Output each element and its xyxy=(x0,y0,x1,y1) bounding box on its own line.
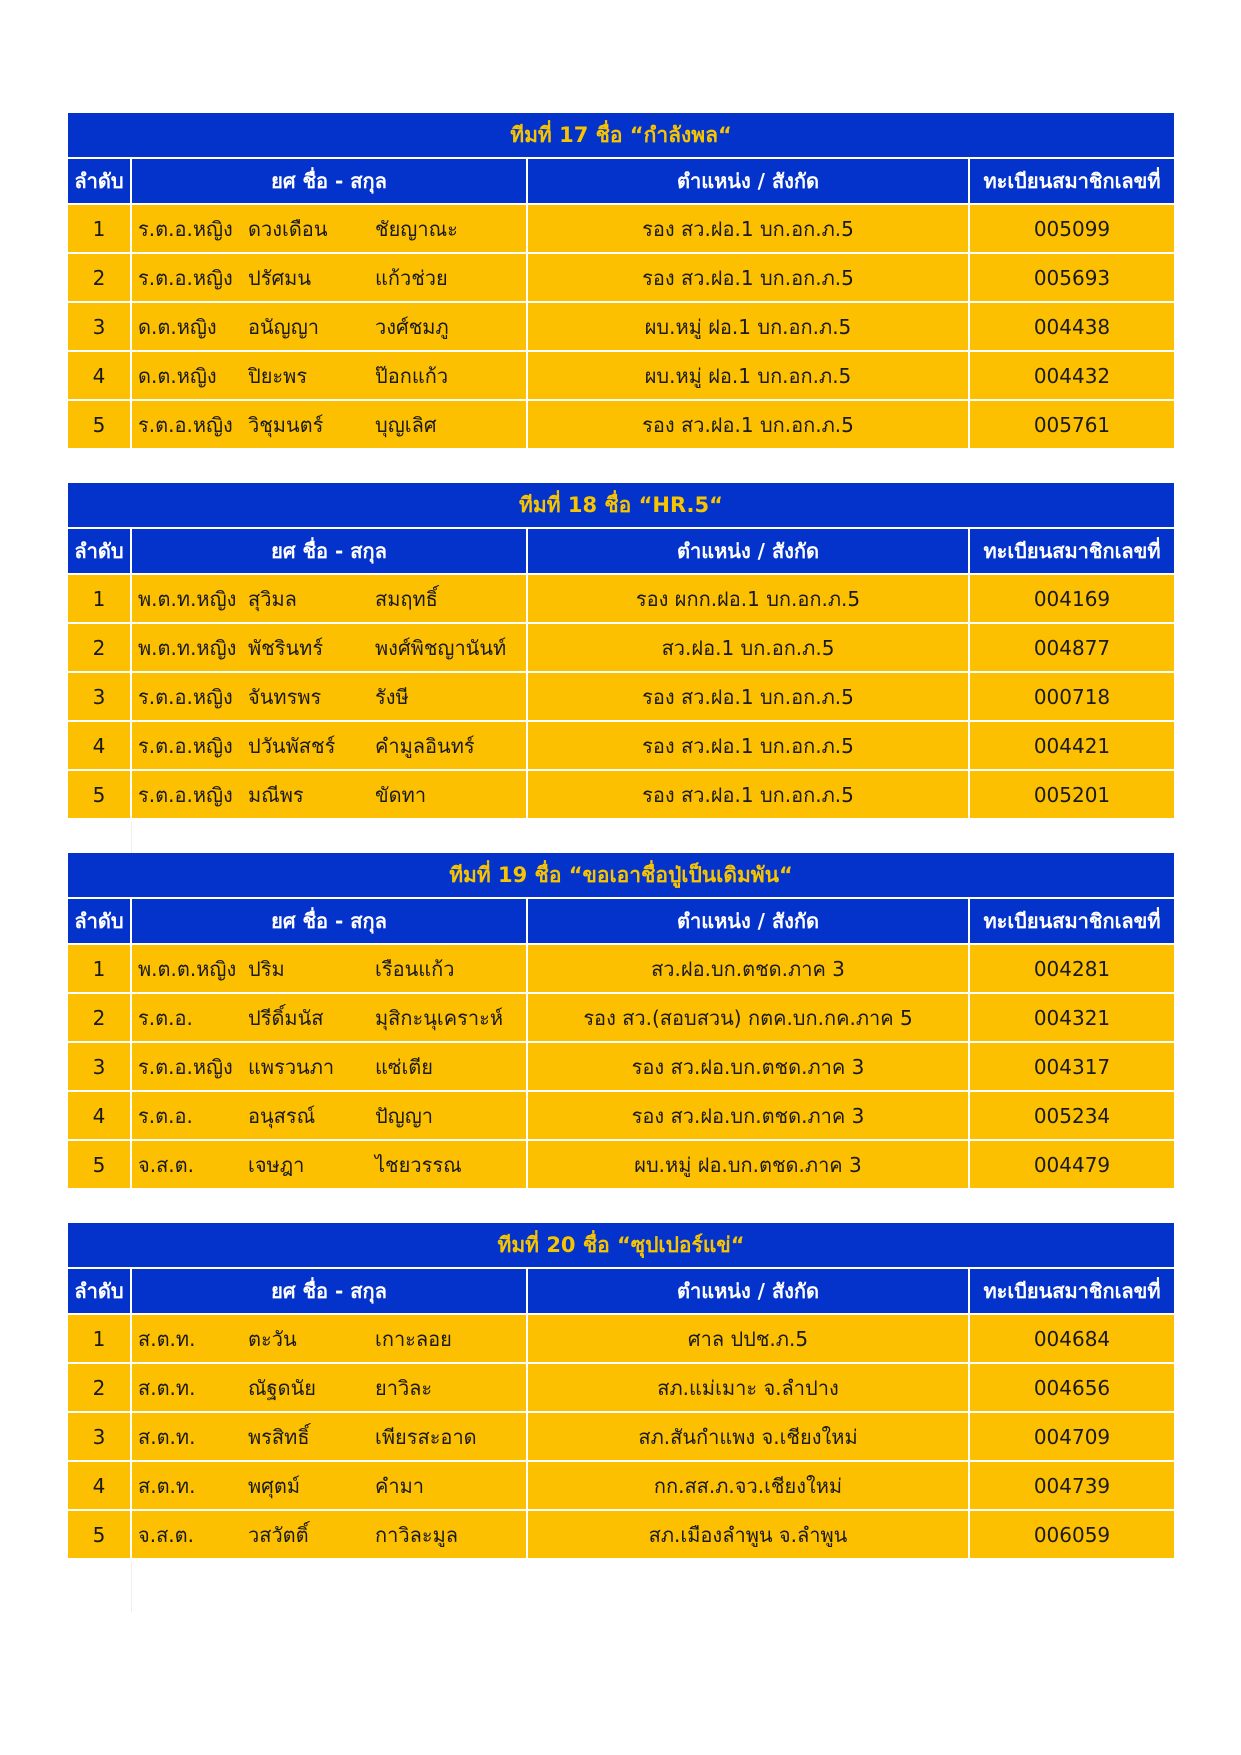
table-row xyxy=(68,624,1174,673)
row-number: 2 xyxy=(68,624,132,673)
divider xyxy=(131,822,132,854)
row-number: 1 xyxy=(68,945,132,994)
row-number: 3 xyxy=(68,303,132,352)
first-name: วสวัตติ์ xyxy=(248,1522,309,1547)
table-row xyxy=(68,205,1174,254)
name-cell xyxy=(132,401,528,450)
name-cell xyxy=(132,1462,528,1511)
team-table xyxy=(68,853,1174,1190)
member-number: 004684 xyxy=(970,1315,1174,1364)
position: รอง สว.ฝอ.บก.ตชด.ภาค 3 xyxy=(528,1043,970,1092)
rank: ส.ต.ท. xyxy=(138,1473,196,1498)
name-cell xyxy=(132,205,528,254)
position: รอง สว.ฝอ.1 บก.อก.ภ.5 xyxy=(528,771,970,820)
row-number: 3 xyxy=(68,1043,132,1092)
position: รอง สว.(สอบสวน) กตค.บก.กค.ภาค 5 xyxy=(528,994,970,1043)
position: สภ.สันกำแพง จ.เชียงใหม่ xyxy=(528,1413,970,1462)
last-name: ขัดทา xyxy=(375,782,427,807)
first-name: จันทรพร xyxy=(248,684,322,709)
header-member: ทะเบียนสมาชิกเลขที่ xyxy=(970,1269,1174,1315)
member-number: 005761 xyxy=(970,401,1174,450)
member-number: 004421 xyxy=(970,722,1174,771)
last-name: สมฤทธิ์ xyxy=(375,586,438,611)
name-cell xyxy=(132,722,528,771)
rank: พ.ต.ท.หญิง xyxy=(138,586,237,611)
header-position: ตำแหน่ง / สังกัด xyxy=(528,1269,970,1315)
row-number: 5 xyxy=(68,771,132,820)
rank: ร.ต.อ. xyxy=(138,1005,193,1030)
table-row xyxy=(68,1315,1174,1364)
member-number: 004739 xyxy=(970,1462,1174,1511)
header-member: ทะเบียนสมาชิกเลขที่ xyxy=(970,899,1174,945)
last-name: ยาวิละ xyxy=(375,1375,433,1400)
table-row xyxy=(68,303,1174,352)
name-cell xyxy=(132,303,528,352)
header-no: ลำดับ xyxy=(68,899,132,945)
member-number: 005693 xyxy=(970,254,1174,303)
rank: ด.ต.หญิง xyxy=(138,363,217,388)
member-number: 005201 xyxy=(970,771,1174,820)
table-row xyxy=(68,771,1174,820)
first-name: ตะวัน xyxy=(248,1326,297,1351)
position: สภ.เมืองลำพูน จ.ลำพูน xyxy=(528,1511,970,1560)
member-number: 004709 xyxy=(970,1413,1174,1462)
name-cell xyxy=(132,254,528,303)
first-name: พัชรินทร์ xyxy=(248,635,324,660)
team-title: ทีมที่ 20 ชื่อ “ซุปเปอร์แข่“ xyxy=(68,1223,1174,1269)
member-number: 004877 xyxy=(970,624,1174,673)
position: ศาล ปปช.ภ.5 xyxy=(528,1315,970,1364)
position: รอง ผกก.ฝอ.1 บก.อก.ภ.5 xyxy=(528,575,970,624)
header-member: ทะเบียนสมาชิกเลขที่ xyxy=(970,159,1174,205)
member-number: 004656 xyxy=(970,1364,1174,1413)
position: รอง สว.ฝอ.1 บก.อก.ภ.5 xyxy=(528,254,970,303)
rank: ร.ต.อ.หญิง xyxy=(138,733,233,758)
team-title: ทีมที่ 19 ชื่อ “ขอเอาชื่อปู่เป็นเดิมพัน“ xyxy=(68,853,1174,899)
last-name: กาวิละมูล xyxy=(375,1522,459,1547)
name-cell xyxy=(132,771,528,820)
position: สภ.แม่เมาะ จ.ลำปาง xyxy=(528,1364,970,1413)
row-number: 1 xyxy=(68,575,132,624)
row-number: 4 xyxy=(68,352,132,401)
last-name: แก้วช่วย xyxy=(375,265,448,290)
rank: ร.ต.อ.หญิง xyxy=(138,412,233,437)
header-name: ยศ ชื่อ - สกุล xyxy=(132,1269,528,1315)
member-number: 005234 xyxy=(970,1092,1174,1141)
position: ผบ.หมู่ ฝอ.1 บก.อก.ภ.5 xyxy=(528,352,970,401)
rank: ร.ต.อ. xyxy=(138,1103,193,1128)
last-name: เพียรสะอาด xyxy=(375,1424,477,1449)
row-number: 2 xyxy=(68,994,132,1043)
table-row xyxy=(68,1413,1174,1462)
table-row xyxy=(68,1092,1174,1141)
table-row xyxy=(68,352,1174,401)
member-number: 005099 xyxy=(970,205,1174,254)
position: สว.ฝอ.1 บก.อก.ภ.5 xyxy=(528,624,970,673)
table-row xyxy=(68,1141,1174,1190)
header-no: ลำดับ xyxy=(68,1269,132,1315)
member-number: 004432 xyxy=(970,352,1174,401)
name-cell xyxy=(132,1511,528,1560)
rank: ส.ต.ท. xyxy=(138,1424,196,1449)
last-name: แซ่เตีย xyxy=(375,1054,434,1079)
team-table xyxy=(68,1223,1174,1560)
header-name: ยศ ชื่อ - สกุล xyxy=(132,899,528,945)
member-number: 004321 xyxy=(970,994,1174,1043)
team-table xyxy=(68,113,1174,450)
rank: ร.ต.อ.หญิง xyxy=(138,216,233,241)
table-row xyxy=(68,1511,1174,1560)
last-name: ไชยวรรณ xyxy=(375,1152,462,1177)
row-number: 3 xyxy=(68,1413,132,1462)
rank: พ.ต.ต.หญิง xyxy=(138,956,237,981)
table-row xyxy=(68,673,1174,722)
header-name: ยศ ชื่อ - สกุล xyxy=(132,159,528,205)
rank: จ.ส.ต. xyxy=(138,1522,194,1547)
rank: พ.ต.ท.หญิง xyxy=(138,635,237,660)
first-name: มณีพร xyxy=(248,782,304,807)
last-name: ป๊อกแก้ว xyxy=(375,363,449,388)
last-name: ปัญญา xyxy=(375,1103,434,1128)
table-row xyxy=(68,401,1174,450)
table-header xyxy=(68,529,1174,575)
first-name: ปรัศมน xyxy=(248,265,311,290)
name-cell xyxy=(132,994,528,1043)
name-cell xyxy=(132,1364,528,1413)
team-title: ทีมที่ 18 ชื่อ “HR.5“ xyxy=(68,483,1174,529)
position: รอง สว.ฝอ.1 บก.อก.ภ.5 xyxy=(528,205,970,254)
first-name: แพรวนภา xyxy=(248,1054,335,1079)
member-number: 004438 xyxy=(970,303,1174,352)
name-cell xyxy=(132,1315,528,1364)
name-cell xyxy=(132,673,528,722)
position: รอง สว.ฝอ.1 บก.อก.ภ.5 xyxy=(528,673,970,722)
name-cell xyxy=(132,1092,528,1141)
team-title: ทีมที่ 17 ชื่อ “กำลังพล“ xyxy=(68,113,1174,159)
rank: ส.ต.ท. xyxy=(138,1326,196,1351)
team-table xyxy=(68,483,1174,820)
header-member: ทะเบียนสมาชิกเลขที่ xyxy=(970,529,1174,575)
table-row xyxy=(68,1364,1174,1413)
member-number: 004281 xyxy=(970,945,1174,994)
position: รอง สว.ฝอ.1 บก.อก.ภ.5 xyxy=(528,722,970,771)
name-cell xyxy=(132,575,528,624)
table-row xyxy=(68,994,1174,1043)
name-cell xyxy=(132,352,528,401)
member-number: 004169 xyxy=(970,575,1174,624)
header-position: ตำแหน่ง / สังกัด xyxy=(528,899,970,945)
table-row xyxy=(68,945,1174,994)
rank: ร.ต.อ.หญิง xyxy=(138,265,233,290)
row-number: 4 xyxy=(68,722,132,771)
member-number: 004317 xyxy=(970,1043,1174,1092)
member-number: 000718 xyxy=(970,673,1174,722)
position: รอง สว.ฝอ.บก.ตชด.ภาค 3 xyxy=(528,1092,970,1141)
first-name: ปริม xyxy=(248,956,285,981)
first-name: พรสิทธิ์ xyxy=(248,1424,310,1449)
first-name: วิชุมนตร์ xyxy=(248,412,324,437)
last-name: คำมา xyxy=(375,1473,425,1498)
table-header xyxy=(68,1269,1174,1315)
header-name: ยศ ชื่อ - สกุล xyxy=(132,529,528,575)
name-cell xyxy=(132,1043,528,1092)
name-cell xyxy=(132,1413,528,1462)
rank: ส.ต.ท. xyxy=(138,1375,196,1400)
position: ผบ.หมู่ ฝอ.1 บก.อก.ภ.5 xyxy=(528,303,970,352)
row-number: 3 xyxy=(68,673,132,722)
table-row xyxy=(68,722,1174,771)
first-name: ณัฐดนัย xyxy=(248,1375,316,1400)
last-name: พงศ์พิชญานันท์ xyxy=(375,635,507,660)
table-row xyxy=(68,1462,1174,1511)
first-name: สุวิมล xyxy=(248,586,297,611)
table-row xyxy=(68,1043,1174,1092)
rank: ร.ต.อ.หญิง xyxy=(138,684,233,709)
first-name: ดวงเดือน xyxy=(248,216,328,241)
table-row xyxy=(68,254,1174,303)
position: รอง สว.ฝอ.1 บก.อก.ภ.5 xyxy=(528,401,970,450)
row-number: 5 xyxy=(68,1141,132,1190)
table-row xyxy=(68,575,1174,624)
row-number: 4 xyxy=(68,1092,132,1141)
last-name: คำมูลอินทร์ xyxy=(375,733,475,758)
row-number: 1 xyxy=(68,205,132,254)
member-number: 006059 xyxy=(970,1511,1174,1560)
row-number: 2 xyxy=(68,1364,132,1413)
name-cell xyxy=(132,945,528,994)
rank: ร.ต.อ.หญิง xyxy=(138,782,233,807)
first-name: ปวันพัสชร์ xyxy=(248,733,336,758)
divider xyxy=(131,1562,132,1612)
row-number: 1 xyxy=(68,1315,132,1364)
rank: ด.ต.หญิง xyxy=(138,314,217,339)
header-no: ลำดับ xyxy=(68,529,132,575)
first-name: พศุตม์ xyxy=(248,1473,301,1498)
rank: ร.ต.อ.หญิง xyxy=(138,1054,233,1079)
first-name: ปรีดิ์มนัส xyxy=(248,1005,324,1030)
member-number: 004479 xyxy=(970,1141,1174,1190)
table-header xyxy=(68,159,1174,205)
first-name: เจษฎา xyxy=(248,1152,305,1177)
last-name: เรือนแก้ว xyxy=(375,956,455,981)
header-no: ลำดับ xyxy=(68,159,132,205)
last-name: บุญเลิศ xyxy=(375,412,437,437)
first-name: ปิยะพร xyxy=(248,363,308,388)
row-number: 2 xyxy=(68,254,132,303)
table-header xyxy=(68,899,1174,945)
last-name: รังษี xyxy=(375,684,409,709)
header-position: ตำแหน่ง / สังกัด xyxy=(528,529,970,575)
name-cell xyxy=(132,624,528,673)
header-position: ตำแหน่ง / สังกัด xyxy=(528,159,970,205)
row-number: 5 xyxy=(68,1511,132,1560)
last-name: ชัยญาณะ xyxy=(375,216,458,241)
first-name: อนุสรณ์ xyxy=(248,1103,316,1128)
position: ผบ.หมู่ ฝอ.บก.ตชด.ภาค 3 xyxy=(528,1141,970,1190)
position: กก.สส.ภ.จว.เชียงใหม่ xyxy=(528,1462,970,1511)
position: สว.ฝอ.บก.ตชด.ภาค 3 xyxy=(528,945,970,994)
last-name: เกาะลอย xyxy=(375,1326,452,1351)
first-name: อนัญญา xyxy=(248,314,319,339)
row-number: 5 xyxy=(68,401,132,450)
rank: จ.ส.ต. xyxy=(138,1152,194,1177)
name-cell xyxy=(132,1141,528,1190)
last-name: มุสิกะนุเคราะห์ xyxy=(375,1005,504,1030)
row-number: 4 xyxy=(68,1462,132,1511)
last-name: วงศ์ชมภู xyxy=(375,314,449,339)
